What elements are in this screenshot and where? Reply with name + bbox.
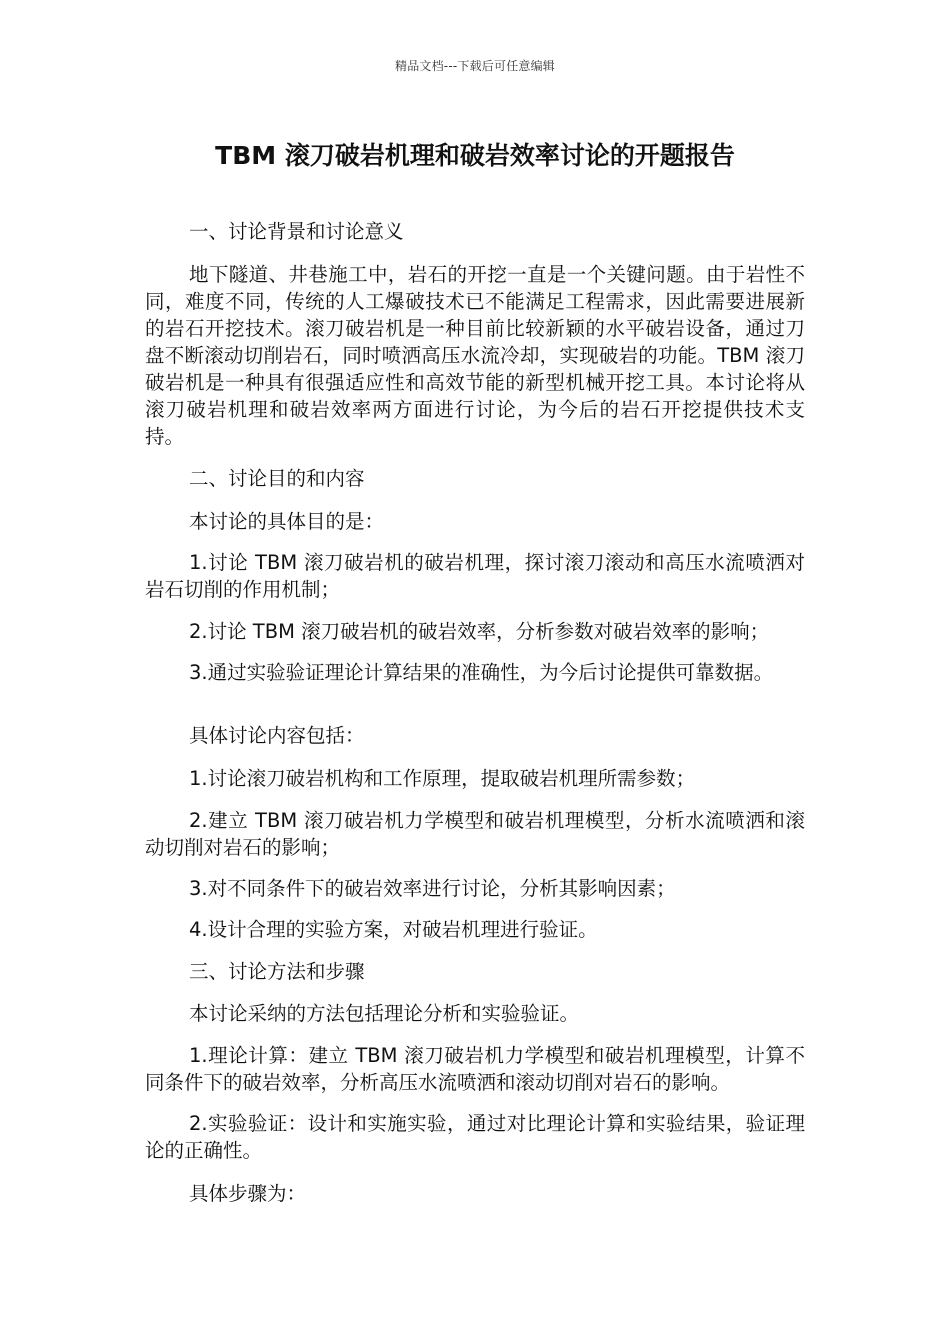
objective-item-1: 1.讨论 TBM 滚刀破岩机的破岩机理，探讨滚刀滚动和高压水流喷洒对岩石切削的作用机制； [145,551,805,601]
objective-item-3: 3.通过实验验证理论计算结果的准确性，为今后讨论提供可靠数据。 [189,661,774,684]
paragraph-content-intro: 具体讨论内容包括： [189,724,365,747]
method-item-2: 2.实验验证：设计和实施实验，通过对比理论计算和实验结果，验证理论的正确性。 [145,1112,805,1162]
paragraph-background: 地下隧道、井巷施工中，岩石的开挖一直是一个关键问题。由于岩性不同，难度不同，传统的人工爆破技术已不能满足工程需求，因此需要进展新的岩石开挖技术。滚刀破岩机是一种目前比较新颖的水平破岩设备，通过刀盘不断滚动切削岩石，同时喷洒高压水流冷却，实现破岩的功能。TBM 滚刀破岩机是一种具有很强适应性和高效节能的新型机械开挖工具。本讨论将从滚刀破岩机理和破岩效率两方面进行讨论，为今后的岩石开挖提供技术支持。 [145,263,805,448]
section-heading-objectives: 二、讨论目的和内容 [189,467,365,490]
content-item-4: 4.设计合理的实验方案，对破岩机理进行验证。 [189,918,598,941]
paragraph-methods-intro: 本讨论采纳的方法包括理论分析和实验验证。 [189,1002,580,1025]
document-title: TBM 滚刀破岩机理和破岩效率讨论的开题报告 [215,141,735,170]
content-item-1: 1.讨论滚刀破岩机构和工作原理，提取破岩机理所需参数； [189,767,696,790]
section-heading-background: 一、讨论背景和讨论意义 [189,220,404,243]
objective-item-2: 2.讨论 TBM 滚刀破岩机的破岩效率，分析参数对破岩效率的影响； [189,620,770,643]
section-heading-methods: 三、讨论方法和步骤 [189,960,365,983]
paragraph-steps-intro: 具体步骤为： [189,1182,307,1205]
content-item-2: 2.建立 TBM 滚刀破岩机力学模型和破岩机理模型，分析水流喷洒和滚动切削对岩石的影响； [145,809,805,859]
paragraph-objectives-intro: 本讨论的具体目的是： [189,510,385,533]
method-item-1: 1.理论计算：建立 TBM 滚刀破岩机力学模型和破岩机理模型，计算不同条件下的破岩效率，分析高压水流喷洒和滚动切削对岩石的影响。 [145,1044,805,1094]
header-note: 精品文档---下载后可任意编辑 [395,59,555,73]
content-item-3: 3.对不同条件下的破岩效率进行讨论，分析其影响因素； [189,877,676,900]
